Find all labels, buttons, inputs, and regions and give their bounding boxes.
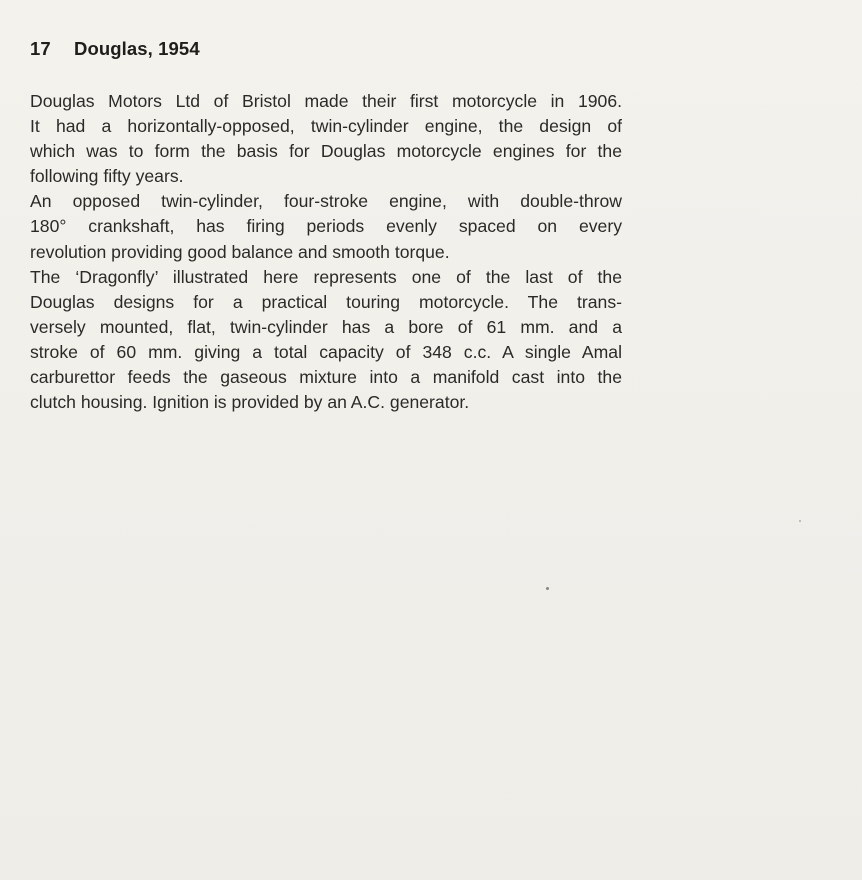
page-title [30, 38, 200, 60]
text-line: revolution providing good balance and smooth torque. [30, 241, 450, 262]
text-line: versely mounted, flat, twin-cylinder has a bore of 61 mm. and a [30, 316, 622, 337]
entry-number: 17 [30, 38, 51, 59]
text-line: which was to form the basis for Douglas motorcycle engines for the [30, 141, 622, 162]
text-line: Douglas designs for a practical touring motorcycle. The trans- [30, 291, 622, 312]
paragraph-engine [30, 189, 622, 264]
text-line: An opposed twin-cylinder, four-stroke engine, with double-throw [30, 191, 622, 212]
entry-title: Douglas, 1954 [74, 38, 200, 59]
text-line: clutch housing. Ignition is provided by an A.C. generator. [30, 392, 470, 413]
text-line: The ‘Dragonfly’ illustrated here represents one of the last of the [30, 266, 622, 287]
text-line: stroke of 60 mm. giving a total capacity of 348 c.c. A single Amal [30, 341, 622, 362]
text-line: It had a horizontally-opposed, twin-cylinder engine, the design of [30, 116, 622, 137]
paper-speck [799, 520, 801, 522]
text-line: carburettor feeds the gaseous mixture into a manifold cast into the [30, 367, 622, 388]
paragraph-dragonfly [30, 265, 622, 416]
text-line: 180° crankshaft, has firing periods evenly spaced on every [30, 216, 622, 237]
text-line: Douglas Motors Ltd of Bristol made their first motorcycle in 1906. [30, 91, 622, 111]
text-line: following fifty years. [30, 166, 184, 187]
paragraph-history [30, 89, 622, 189]
description-text [30, 89, 622, 415]
paper-speck [546, 587, 549, 590]
